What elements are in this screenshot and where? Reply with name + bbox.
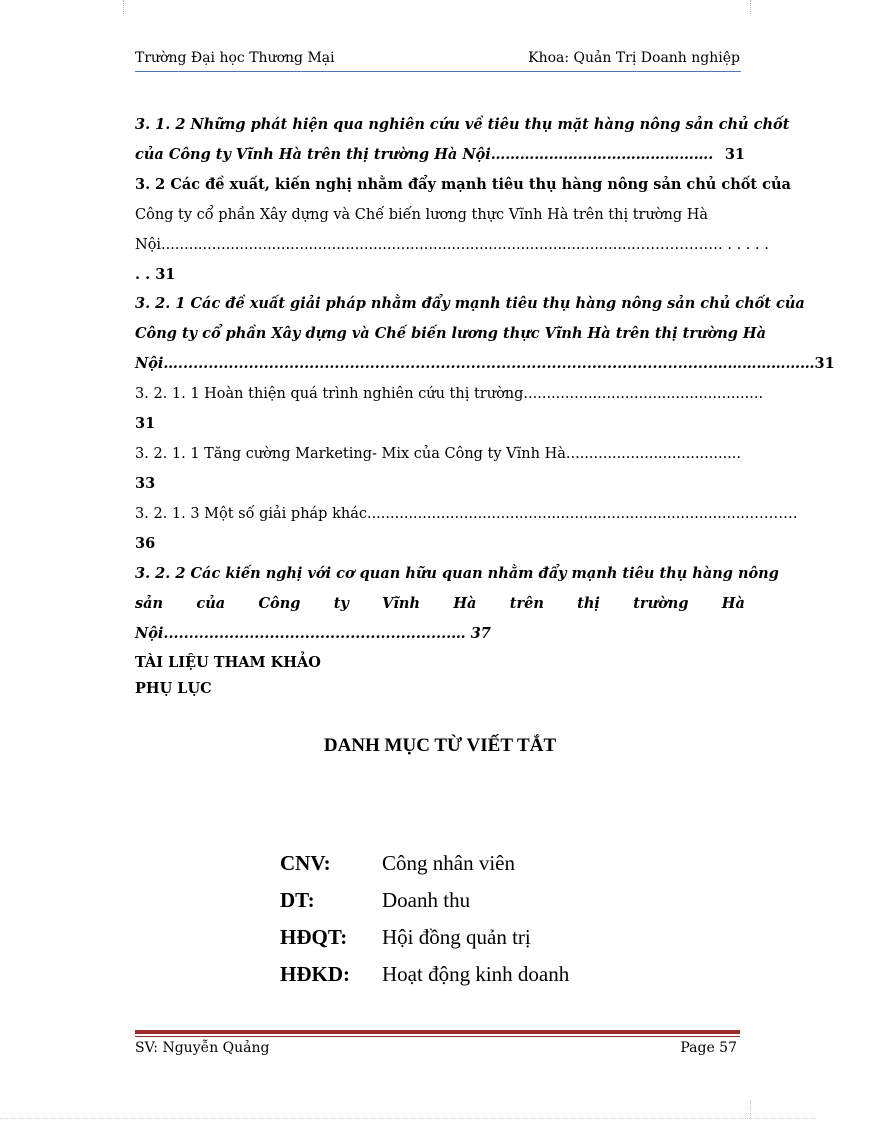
abbreviation-row	[280, 882, 680, 919]
toc-text: của Công ty Vĩnh Hà trên thị trường Hà Nội……………………………………….	[135, 146, 714, 163]
abbreviation-meaning: Doanh thu	[382, 888, 471, 912]
abbreviation-code: DT:	[280, 888, 315, 912]
toc-line	[135, 289, 805, 319]
toc-line	[135, 140, 745, 170]
toc-text: Nội…..........................................................................................................…………………	[135, 355, 815, 372]
abbreviation-meaning: Công nhân viên	[382, 851, 515, 875]
toc-appendix[interactable]: PHỤ LỤC	[135, 680, 212, 697]
toc-text: 3. 2. 1. 1 Hoàn thiện quá trình nghiên cứu thị trường....................................................	[135, 386, 764, 402]
page-corner-mark-bottom	[750, 1100, 752, 1118]
abbreviation-meaning: Hoạt động kinh doanh	[382, 962, 570, 986]
toc-text: Công ty cổ phần Xây dựng và Chế biến lương thực Vĩnh Hà trên thị trường Hà	[135, 207, 709, 223]
toc-line	[135, 260, 745, 290]
toc-entry-3-2[interactable]	[135, 170, 791, 290]
toc-word: thị	[577, 595, 600, 612]
toc-word: trường	[633, 595, 689, 612]
toc-word: ty	[333, 595, 349, 612]
toc-entry-3-2-2[interactable]	[135, 559, 779, 649]
abbreviation-code: CNV:	[280, 851, 331, 875]
toc-page-number: . . 31	[135, 266, 176, 283]
toc-line	[135, 319, 767, 349]
footer-student: SV: Nguyễn Quảng	[135, 1040, 270, 1056]
header-faculty: Khoa: Quản Trị Doanh nghiệp	[528, 50, 740, 66]
toc-line	[135, 200, 745, 230]
toc-entry-3-2-1[interactable]	[135, 289, 835, 379]
abbreviation-meaning: Hội đồng quản trị	[382, 925, 531, 949]
page-header	[135, 50, 740, 72]
toc-text: Nội.........................................................… 37	[135, 625, 491, 642]
toc-word: của	[196, 595, 226, 612]
toc-text: Công ty cổ phần Xây dựng và Chế biến lương thực Vĩnh Hà trên thị trường Hà	[135, 325, 767, 342]
toc-text: 3. 2. 1. 3 Một số giải pháp khác....................................................................................………	[135, 506, 798, 522]
toc-page-number: 31	[814, 355, 835, 372]
toc-line	[135, 230, 769, 260]
page-bottom-edge	[0, 1118, 816, 1119]
abbreviation-row	[280, 919, 680, 956]
page-corner-mark-left	[123, 0, 125, 14]
abbreviation-code: HĐQT:	[280, 925, 348, 949]
toc-line	[135, 349, 835, 379]
page-corner-mark-right	[750, 0, 752, 14]
toc-text: 3. 1. 2 Những phát hiện qua nghiên cứu về tiêu thụ mặt hàng nông sản chủ chốt	[135, 116, 790, 133]
toc-page-number: 31	[135, 415, 156, 432]
toc-back-matter	[135, 650, 321, 702]
toc-word: Vĩnh	[382, 595, 421, 612]
abbreviations-title: DANH MỤC TỪ VIẾT TẮT	[323, 735, 557, 756]
abbreviation-row	[280, 845, 680, 882]
toc-text: 3. 2. 2 Các kiến nghị với cơ quan hữu quan nhằm đẩy mạnh tiêu thụ hàng nông	[135, 565, 779, 582]
header-divider	[135, 71, 741, 72]
toc-word: Hà	[721, 595, 745, 612]
toc-text: Nội.......................................................................................................……………… . . . . .	[135, 237, 769, 253]
toc-word: Công	[258, 595, 301, 612]
toc-line	[135, 589, 745, 619]
toc-line	[135, 559, 779, 589]
toc-page-number: 36	[135, 535, 156, 552]
toc-entry-3-2-1-3[interactable]	[135, 499, 798, 559]
toc-entry-3-1-2[interactable]	[135, 110, 790, 170]
toc-line	[135, 619, 745, 649]
footer-divider-thick	[135, 1030, 740, 1034]
abbreviation-row	[280, 956, 680, 993]
toc-line	[135, 110, 790, 140]
toc-word: sản	[135, 595, 164, 612]
toc-page-number: 31	[724, 146, 745, 163]
toc-references[interactable]: TÀI LIỆU THAM KHẢO	[135, 654, 321, 671]
footer-divider-thin	[135, 1036, 740, 1037]
toc-text: 3. 2. 1 Các đề xuất giải pháp nhằm đẩy mạnh tiêu thụ hàng nông sản chủ chốt của	[135, 295, 805, 312]
abbreviation-code: HĐKD:	[280, 962, 350, 986]
toc-page-number: 33	[135, 475, 156, 492]
toc-entry-3-2-1-1b[interactable]	[135, 439, 745, 499]
toc-text: 3. 2 Các đề xuất, kiến nghị nhằm đẩy mạnh tiêu thụ hàng nông sản chủ chốt của	[135, 176, 791, 193]
toc-entry-3-2-1-1a[interactable]	[135, 379, 764, 439]
toc-text: 3. 2. 1. 1 Tăng cường Marketing- Mix của Công ty Vĩnh Hà......................................	[135, 446, 742, 462]
toc-word: trên	[509, 595, 544, 612]
header-school: Trường Đại học Thương Mại	[135, 50, 335, 66]
footer-page-number: Page 57	[680, 1040, 737, 1056]
toc-line	[135, 170, 791, 200]
toc-word: Hà	[453, 595, 477, 612]
abbreviations-list	[280, 845, 680, 993]
